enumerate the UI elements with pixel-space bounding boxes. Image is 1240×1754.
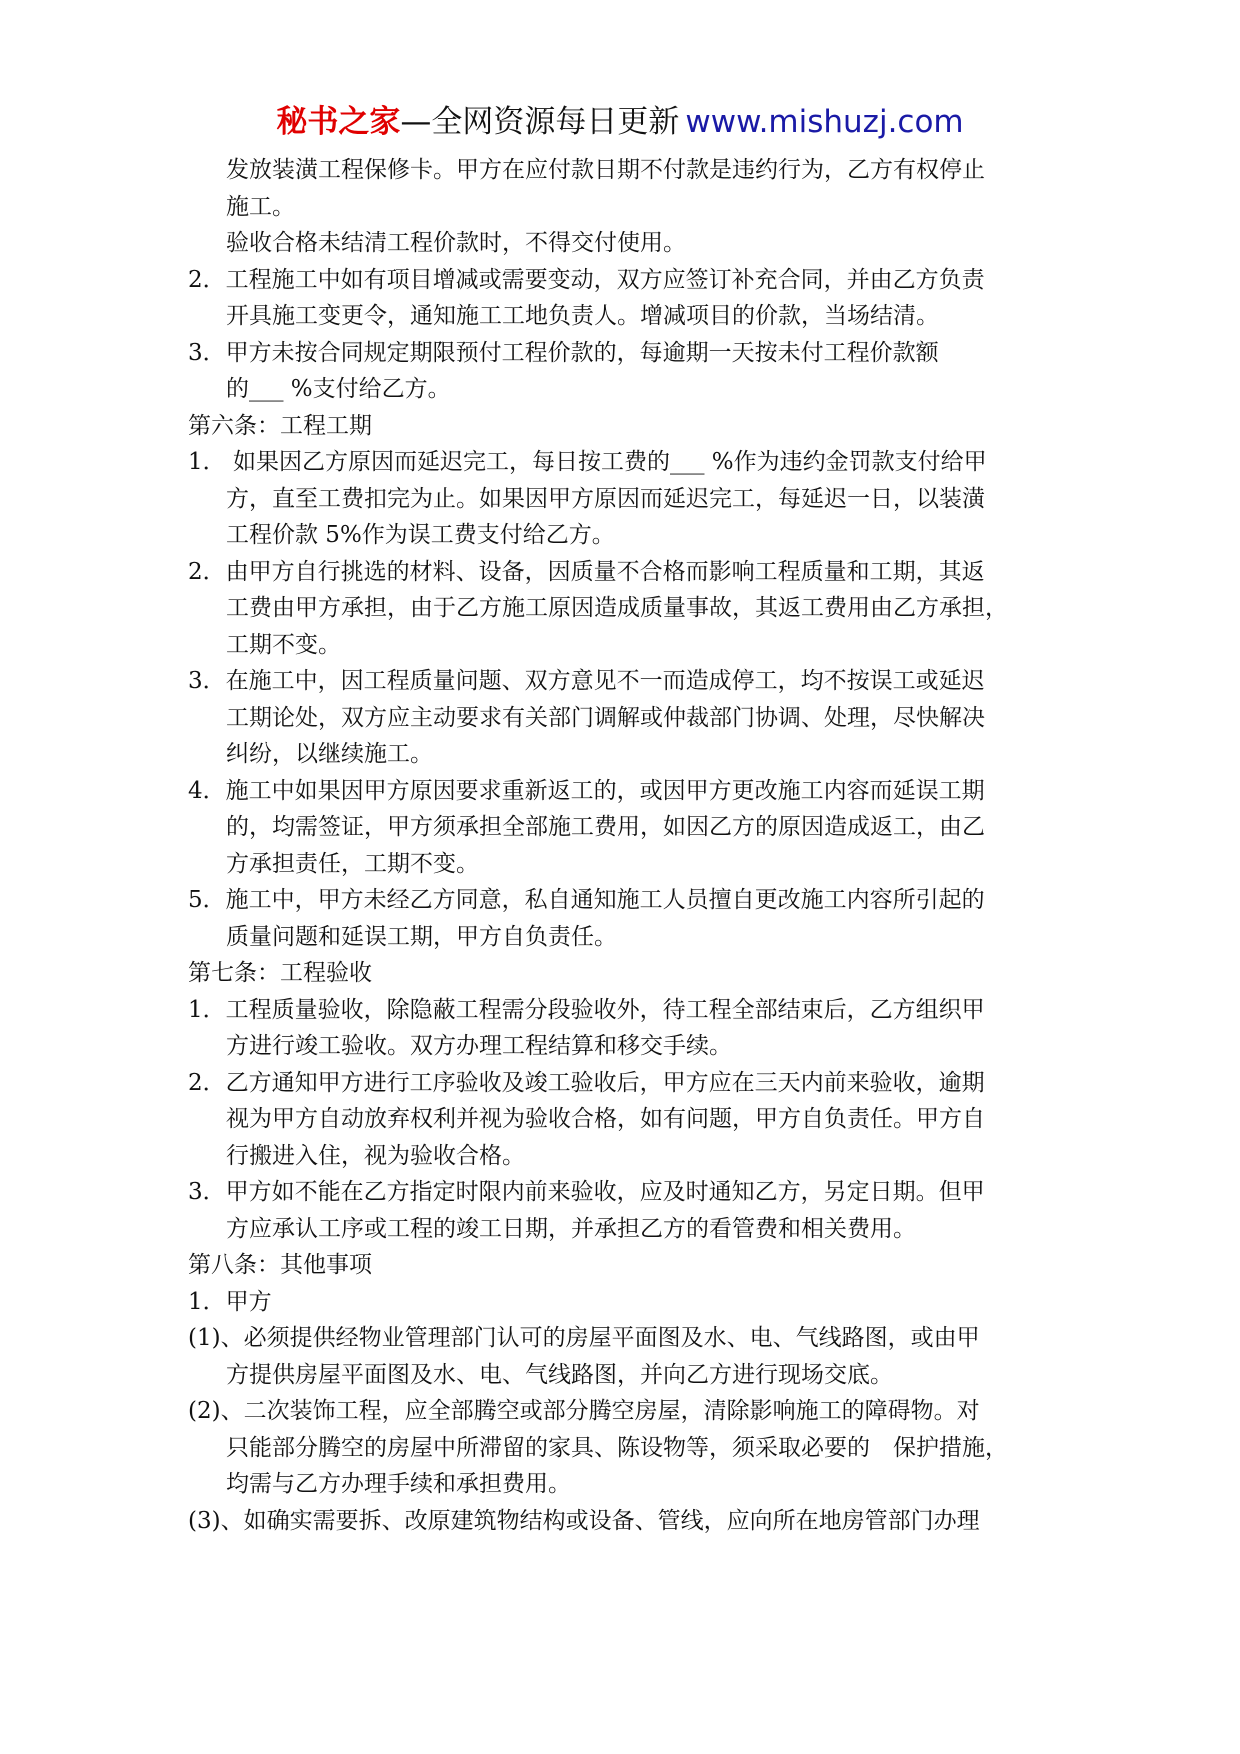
contract-line: 3．在施工中，因工程质量问题、双方意见不一而造成停工，均不按误工或延迟 bbox=[188, 668, 985, 694]
contract-line: 方，直至工费扣完为止。如果因甲方原因而延迟完工，每延迟一日，以装潢 bbox=[226, 485, 985, 512]
contract-line: 3．甲方未按合同规定期限预付工程价款的，每逾期一天按未付工程价款额 bbox=[188, 339, 939, 366]
site-slogan: —全网资源每日更新 bbox=[400, 104, 680, 140]
contract-line: 工程价款 5%作为误工费支付给乙方。 bbox=[226, 522, 615, 548]
contract-line: 1．工程质量验收，除隐蔽工程需分段验收外，待工程全部结束后，乙方组织甲 bbox=[188, 996, 985, 1023]
contract-line: 验收合格未结清工程价款时，不得交付使用。 bbox=[226, 230, 686, 256]
site-brand: 秘书之家 bbox=[276, 104, 401, 140]
contract-line: 视为甲方自动放弃权利并视为验收合格，如有问题，甲方自负责任。甲方自 bbox=[226, 1106, 985, 1132]
contract-line: (3)、如确实需要拆、改原建筑物结构或设备、管线，应向所在地房管部门办理 bbox=[188, 1507, 980, 1534]
contract-line: 质量问题和延误工期，甲方自负责任。 bbox=[226, 923, 617, 950]
contract-line: 的，均需签证，甲方须承担全部施工费用，如因乙方的原因造成返工，由乙 bbox=[226, 814, 985, 840]
contract-line: 工期不变。 bbox=[226, 631, 341, 658]
contract-line: 1． 如果因乙方原因而延迟完工，每日按工费的___ %作为违约金罚款支付给甲 bbox=[188, 449, 987, 475]
contract-line: 工期论处，双方应主动要求有关部门调解或仲裁部门协调、处理，尽快解决 bbox=[226, 704, 985, 731]
site-url-link[interactable]: www.mishuzj.com bbox=[685, 104, 964, 140]
contract-line: 1．甲方 bbox=[188, 1288, 272, 1315]
contract-line: 方应承认工序或工程的竣工日期，并承担乙方的看管费和相关费用。 bbox=[226, 1215, 916, 1242]
contract-line: 4．施工中如果因甲方原因要求重新返工的，或因甲方更改施工内容而延误工期 bbox=[188, 777, 985, 804]
site-header bbox=[0, 100, 1240, 144]
contract-line: 2．由甲方自行挑选的材料、设备，因质量不合格而影响工程质量和工期，其返 bbox=[188, 558, 985, 585]
contract-line: 的___ %支付给乙方。 bbox=[226, 376, 451, 402]
contract-line: 第七条：工程验收 bbox=[188, 960, 372, 986]
contract-line: 第八条：其他事项 bbox=[188, 1252, 372, 1278]
contract-line: 开具施工变更令，通知施工工地负责人。增减项目的价款，当场结清。 bbox=[226, 303, 939, 329]
contract-line: 施工。 bbox=[226, 193, 295, 220]
contract-line: (1)、必须提供经物业管理部门认可的房屋平面图及水、电、气线路图，或由甲 bbox=[188, 1325, 980, 1351]
contract-line: 发放装潢工程保修卡。甲方在应付款日期不付款是违约行为，乙方有权停止 bbox=[226, 157, 985, 183]
contract-line: 方进行竣工验收。双方办理工程结算和移交手续。 bbox=[226, 1033, 732, 1059]
contract-line: 2．工程施工中如有项目增减或需要变动，双方应签订补充合同，并由乙方负责 bbox=[188, 266, 985, 293]
contract-body bbox=[188, 152, 1058, 1539]
contract-line: 纠纷，以继续施工。 bbox=[226, 741, 433, 767]
contract-line: 3．甲方如不能在乙方指定时限内前来验收，应及时通知乙方，另定日期。但甲 bbox=[188, 1179, 985, 1205]
contract-line: 5．施工中，甲方未经乙方同意，私自通知施工人员擅自更改施工内容所引起的 bbox=[188, 887, 985, 913]
contract-line: (2)、二次装饰工程，应全部腾空或部分腾空房屋，清除影响施工的障碍物。对 bbox=[188, 1398, 980, 1424]
contract-line: 只能部分腾空的房屋中所滞留的家具、陈设物等，须采取必要的 保护措施， bbox=[226, 1434, 1008, 1461]
contract-line: 工费由甲方承担，由于乙方施工原因造成质量事故，其返工费用由乙方承担， bbox=[226, 595, 1008, 621]
contract-line: 方承担责任，工期不变。 bbox=[226, 850, 479, 877]
contract-line: 均需与乙方办理手续和承担费用。 bbox=[226, 1471, 571, 1497]
contract-line: 行搬进入住，视为验收合格。 bbox=[226, 1142, 525, 1169]
contract-line: 2．乙方通知甲方进行工序验收及竣工验收后，甲方应在三天内前来验收，逾期 bbox=[188, 1069, 985, 1096]
contract-line: 第六条：工程工期 bbox=[188, 412, 372, 439]
contract-line: 方提供房屋平面图及水、电、气线路图，并向乙方进行现场交底。 bbox=[226, 1361, 893, 1388]
